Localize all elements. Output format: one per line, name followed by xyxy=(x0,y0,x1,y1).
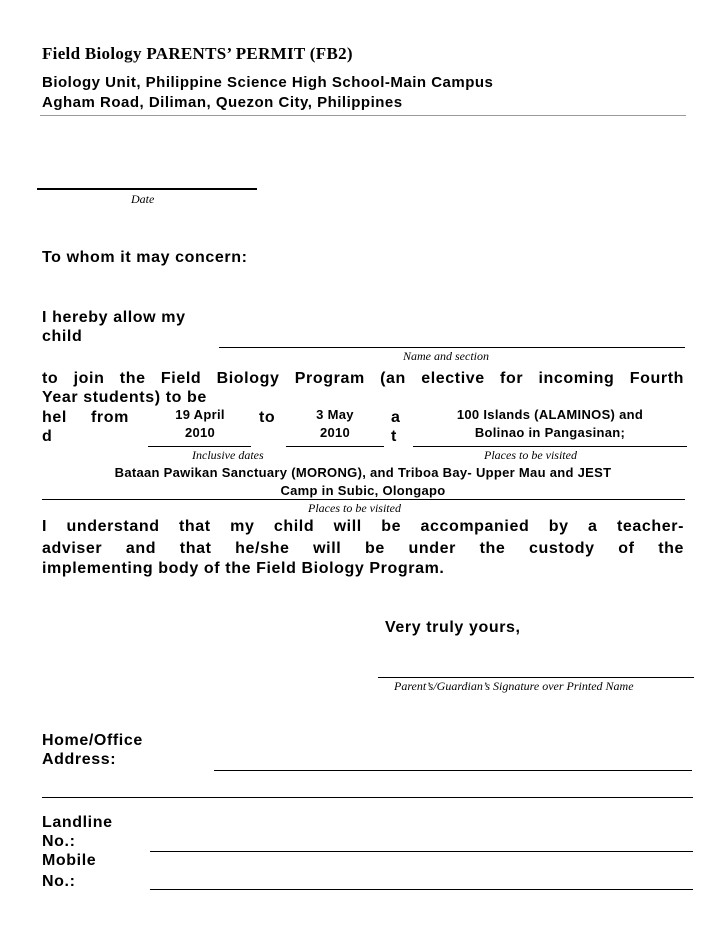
date-from-value-2[interactable]: 2010 xyxy=(184,425,216,440)
header-divider xyxy=(40,115,686,116)
places-continued-input-line[interactable] xyxy=(42,499,685,500)
name-section-caption: Name and section xyxy=(403,349,489,363)
mobile-input-line[interactable] xyxy=(150,889,693,890)
to-label: to xyxy=(259,409,276,426)
places-caption-2: Places to be visited xyxy=(308,501,401,515)
from-label: from xyxy=(91,409,129,426)
place-value-1[interactable]: 100 Islands (ALAMINOS) and xyxy=(456,407,644,422)
allow-text-line2: child xyxy=(42,328,83,345)
form-title: Field Biology PARENTS’ PERMIT (FB2) xyxy=(42,44,353,63)
places-continued-line2[interactable]: Camp in Subic, Olongapo xyxy=(280,483,446,498)
date-to-value-2[interactable]: 2010 xyxy=(319,425,351,440)
date-from-value-1[interactable]: 19 April xyxy=(175,407,225,422)
mobile-label-2: No.: xyxy=(42,873,76,890)
join-text-line2: Year students) to be xyxy=(42,389,207,406)
date-input-line[interactable] xyxy=(37,188,257,190)
understand-text-line3: implementing body of the Field Biology Program. xyxy=(42,560,445,577)
held-text-part2: d xyxy=(42,428,53,445)
home-address-input-line-2[interactable] xyxy=(42,797,693,798)
landline-input-line[interactable] xyxy=(150,851,693,852)
date-to-value-1[interactable]: 3 May xyxy=(316,407,354,422)
date-caption: Date xyxy=(131,192,155,206)
allow-text-line1: I hereby allow my xyxy=(42,309,186,326)
at-text-part2: t xyxy=(391,428,397,445)
signature-input-line[interactable] xyxy=(378,677,694,678)
date-from-input-line[interactable] xyxy=(148,446,251,447)
home-address-label-2: Address: xyxy=(42,751,117,768)
child-name-input-line[interactable] xyxy=(219,347,685,348)
home-address-label-1: Home/Office xyxy=(42,732,143,749)
mobile-label-1: Mobile xyxy=(42,852,97,869)
places-caption: Places to be visited xyxy=(484,448,577,462)
places-continued-line1[interactable]: Bataan Pawikan Sanctuary (MORONG), and Triboa Bay- Upper Mau and JEST xyxy=(114,465,612,480)
landline-label-2: No.: xyxy=(42,833,76,850)
school-address-line: Agham Road, Diliman, Quezon City, Philippines xyxy=(42,94,403,111)
places-input-line[interactable] xyxy=(413,446,687,447)
school-unit-line: Biology Unit, Philippine Science High School-Main Campus xyxy=(42,74,494,91)
held-text-part1: hel xyxy=(42,409,67,426)
at-text-part1: a xyxy=(391,409,401,426)
understand-text-line1: I understand that my child will be accompanied by a teacher- xyxy=(42,518,684,535)
inclusive-dates-caption: Inclusive dates xyxy=(192,448,264,462)
signature-caption: Parent’s/Guardian’s Signature over Printed Name xyxy=(394,679,634,693)
join-text-line1: to join the Field Biology Program (an elective for incoming Fourth xyxy=(42,370,684,387)
home-address-input-line[interactable] xyxy=(214,770,692,771)
landline-label-1: Landline xyxy=(42,814,113,831)
closing-text: Very truly yours, xyxy=(385,619,521,636)
understand-text-line2: adviser and that he/she will be under the custody of the xyxy=(42,540,684,557)
date-to-input-line[interactable] xyxy=(286,446,384,447)
salutation: To whom it may concern: xyxy=(42,249,248,266)
place-value-2[interactable]: Bolinao in Pangasinan; xyxy=(474,425,626,440)
